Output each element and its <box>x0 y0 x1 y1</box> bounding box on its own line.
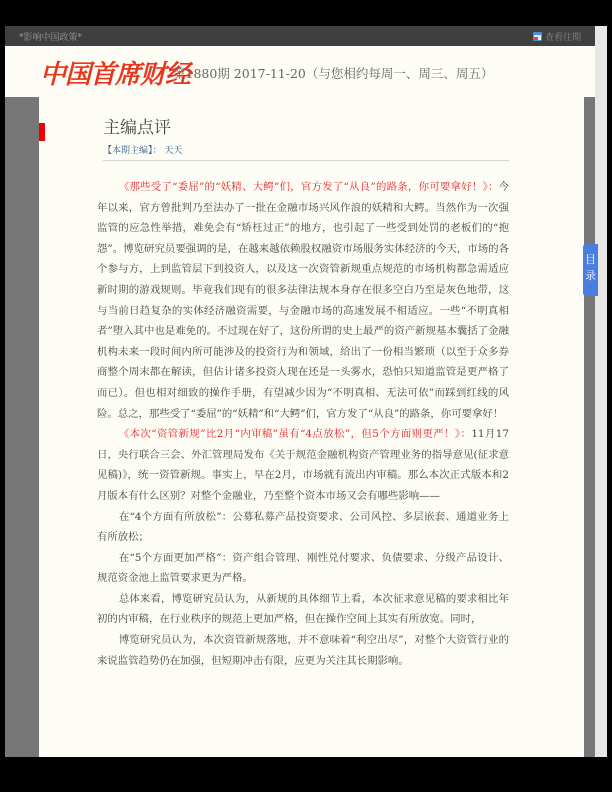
paragraph-5: 总体来看，博览研究员认为，从新规的具体细节上看，本次征求意见稿的要求相比年初的内审稿，在行业秩序的规范上更加严格，但在操作空间上其实有所放宽。同时， <box>97 592 509 626</box>
divider <box>103 160 509 161</box>
editor-label: 【本期主编】： <box>103 146 162 156</box>
tagline: *影响中国政策* <box>19 33 83 43</box>
paragraph-6: 博览研究员认为，本次资管新规落地，并不意味着“利空出尽”，对整个大资管行业的来说监管趋势仍在加强，但短期冲击有限，应更为关注其长期影响。 <box>97 634 509 667</box>
archive-link[interactable] <box>533 30 581 43</box>
section-title: 主编点评 <box>103 118 171 138</box>
article-body <box>97 177 509 671</box>
reader-viewport <box>5 26 607 757</box>
headline-1: 《那些受了“委屈”的“妖精、大鳄”们，官方发了“从良”的路条，你可要拿好！》： <box>118 181 499 193</box>
article-page <box>39 97 584 757</box>
paragraph-3: 在“4个方面有所放松”：公募私募产品投资要求、公司风控、多层嵌套、通道业务上有所放松； <box>97 510 509 544</box>
toc-label-2: 录 <box>585 269 596 282</box>
editor-line <box>103 143 182 156</box>
top-bar <box>5 26 595 46</box>
toc-button[interactable] <box>583 244 598 296</box>
scrollbar[interactable] <box>595 26 607 757</box>
headline-2: 《本次“资管新规”比2月“内审稿”虽有“4点放松”，但5个方面则更严！》： <box>118 428 472 441</box>
paragraph-2-body: 11月17日，央行联合三会、外汇管理局发布《关于规范金融机构资产管理业务的指导意见(征求意见稿)》，统一资管新规。事实上，早在2月，市场就有流出内审稿。那么本次正式版本和2月版本有什么区别？对整个金融业，乃至整个资本市场又会有哪些影响—— <box>97 428 509 502</box>
paragraph-2 <box>97 424 509 506</box>
masthead <box>5 46 595 97</box>
editor-name: 天天 <box>164 146 183 156</box>
paragraph-1-body: 今年以来，官方曾批判乃至法办了一批在金融市场兴风作浪的妖精和大鳄。当然作为一次强监管的应急性举措，难免会有“矫枉过正”的地方，也引起了一些受到处罚的老板们的“抱怨”。博览研究员要强调的是，在越来越依赖股权融资市场服务实体经济的今天，市场的各个参与方，上到监管层下到投资人，以及这一次资管新规重点规范的市场机构都急需适应新时期的游戏规则。毕竟我们现有的很多法律法规本身存在很多空白乃至是灰色地带，这与当前日趋复杂的实体经济融资需要，与金融市场的高速发展不相适应。一些“不明真相者”堕入其中也是难免的。不过现在好了，这份所谓的史上最严的资产新规基本囊括了金融机构未来一段时间内所可能涉及的投资行为和领域，给出了一份相当繁琐（以至于众多券商整个周末都在解读，但估计诸多投资人现在还是一头雾水，恐怕只知道监管是更严格了而已）。但也相对细致的操作手册，有望减少因为“不明真相、无法可依”而踩到红线的风险。总之，那些受了“委屈”的“妖精”和“大鳄”们，官方发了“从良”的路条，你可要拿好！ <box>97 181 509 420</box>
section-marker <box>39 123 45 141</box>
archive-link-label: 查看往期 <box>544 33 581 43</box>
paragraph-1 <box>97 177 509 424</box>
brand-logo: 中国首席财经 <box>40 60 191 90</box>
toc-label-1: 目 <box>585 253 596 266</box>
issue-info: 第1880期 2017-11-20（与您相约每周一、周三、周五） <box>173 66 494 81</box>
calendar-icon <box>533 32 542 41</box>
paragraph-4: 在“5个方面更加严格”：资产组合管理、刚性兑付要求、负债要求、分级产品设计、规范资金池上监管要求更为严格。 <box>97 551 509 585</box>
